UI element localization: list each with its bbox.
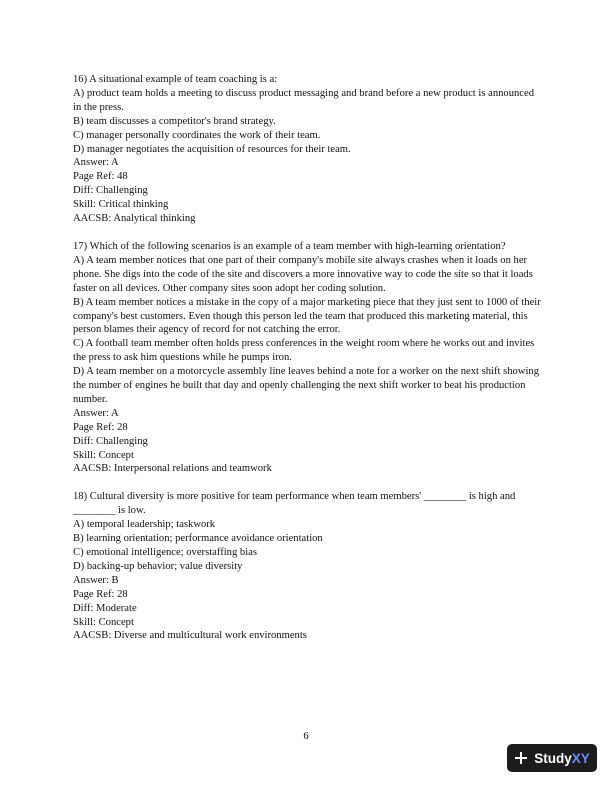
difficulty: Diff: Moderate: [73, 602, 137, 614]
studyxy-badge[interactable]: [507, 744, 597, 772]
question-18: [73, 490, 543, 643]
brand-accent: XY: [571, 750, 590, 766]
page-content: [73, 73, 543, 657]
skill: Skill: Critical thinking: [73, 199, 169, 211]
option-c: C) emotional intelligence; overstaffing bias: [73, 547, 257, 558]
skill: Skill: Concept: [73, 449, 134, 461]
question-16: [73, 73, 543, 226]
aacsb: AACSB: Diverse and multicultural work environments: [73, 630, 307, 642]
option-d: D) A team member on a motorcycle assembly line leaves behind a note for a worker on the next shift showing the number of engines he built that day and openly challenging the next shift worker to beat his production number.: [73, 366, 539, 405]
aacsb: AACSB: Interpersonal relations and teamwork: [73, 463, 272, 475]
page-ref: Page Ref: 48: [73, 171, 128, 183]
option-a: A) product team holds a meeting to discuss product messaging and brand before a new product is announced in the press.: [73, 87, 534, 113]
answer: Answer: B: [73, 574, 119, 586]
option-a: A) temporal leadership; taskwork: [73, 519, 216, 531]
page-ref: Page Ref: 28: [73, 588, 128, 600]
page-number: 6: [303, 731, 309, 742]
difficulty: Diff: Challenging: [73, 185, 148, 197]
option-b: B) A team member notices a mistake in the copy of a major marketing piece that they just sent to 1000 of their company's best customers. Even though this person led the team that produced this marketing material, this person blames their agency of record for not catching the error.: [73, 296, 541, 336]
option-d: D) backing-up behavior; value diversity: [73, 560, 243, 572]
brand-main: Study: [534, 750, 572, 766]
option-b: B) learning orientation; performance avoidance orientation: [73, 533, 323, 545]
skill: Skill: Concept: [73, 616, 134, 628]
question-stem: 18) Cultural diversity is more positive for team performance when team members' ________ is high and ________ is low.: [73, 491, 516, 517]
question-stem: 17) Which of the following scenarios is an example of a team member with high-learning orientation?: [73, 240, 506, 252]
option-b: B) team discusses a competitor's brand strategy.: [73, 115, 276, 127]
aacsb: AACSB: Analytical thinking: [73, 213, 196, 225]
difficulty: Diff: Challenging: [73, 435, 148, 447]
answer: Answer: A: [73, 407, 119, 419]
plus-icon: [514, 751, 528, 765]
option-c: C) manager personally coordinates the work of their team.: [73, 129, 321, 141]
page-ref: Page Ref: 28: [73, 421, 128, 433]
question-stem: 16) A situational example of team coaching is a:: [73, 74, 278, 85]
answer: Answer: A: [73, 157, 119, 169]
question-17: [73, 240, 543, 476]
option-c: C) A football team member often holds press conferences in the weight room where he works out and invites the press to ask him questions while he pumps iron.: [73, 338, 535, 364]
option-a: A) A team member notices that one part of their company's mobile site always crashes when it loads on her phone. She digs into the code of the site and discovers a more innovative way to code the site so that it loads faster on all devices. Other company sites soon adopt her coding solution.: [73, 254, 533, 294]
option-d: D) manager negotiates the acquisition of resources for their team.: [73, 143, 351, 155]
